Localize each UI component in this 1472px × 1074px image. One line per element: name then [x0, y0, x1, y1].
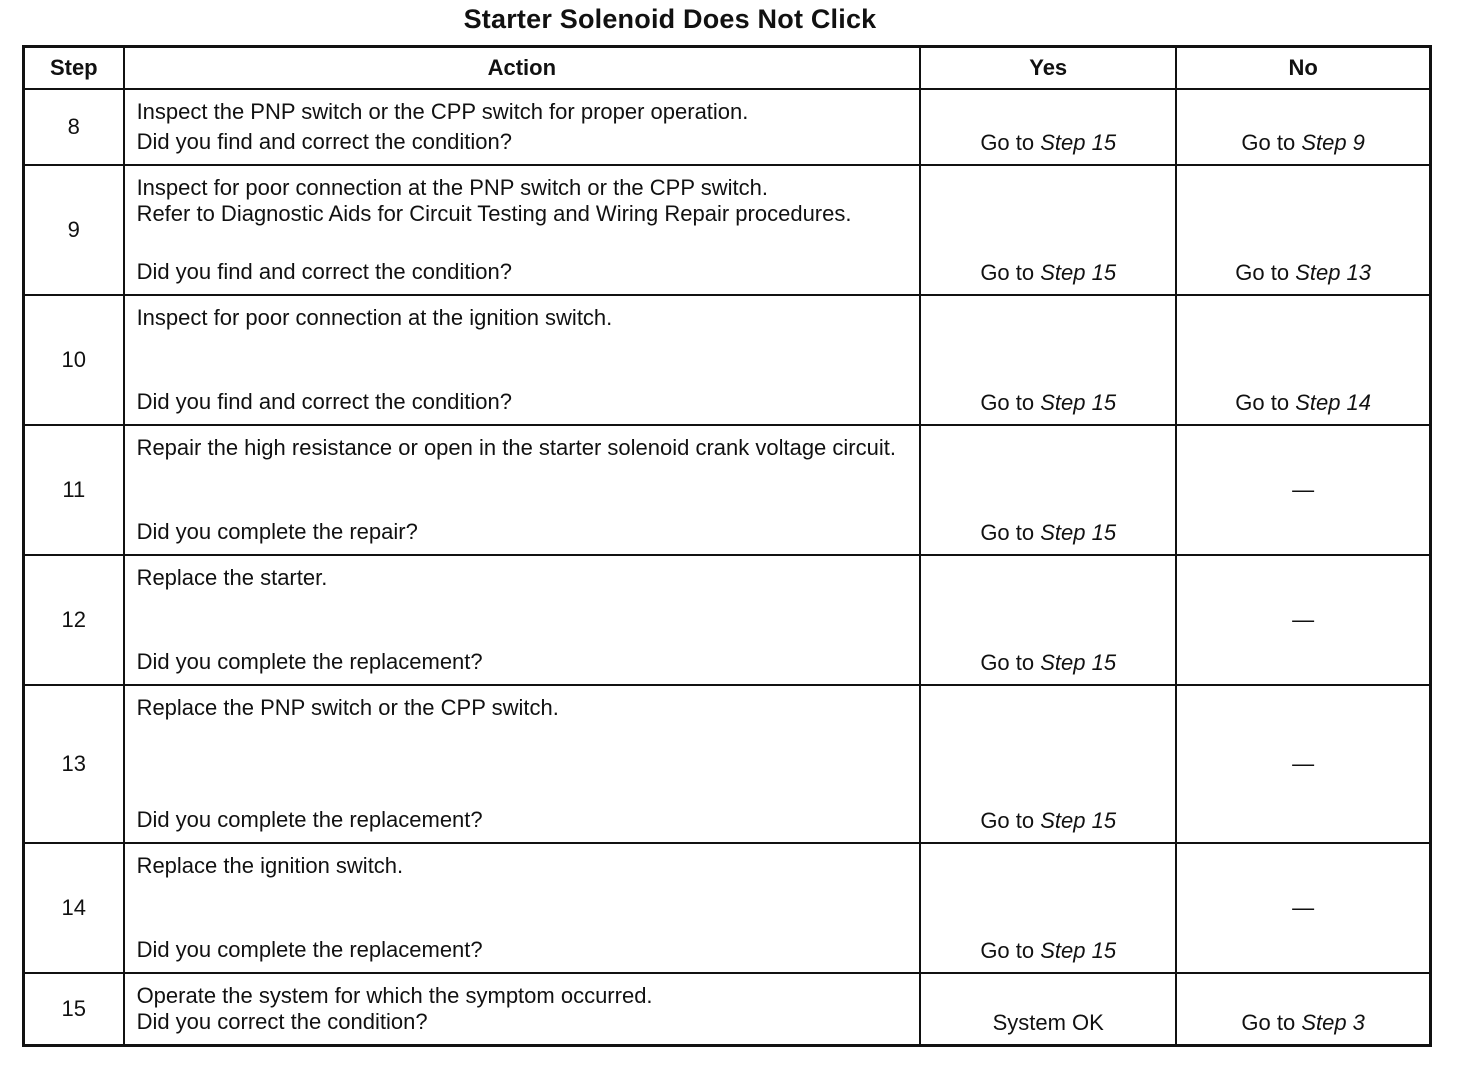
yes-cell — [920, 843, 1176, 973]
no-cell — [1176, 165, 1430, 295]
yes-cell — [920, 165, 1176, 295]
action-instruction: Inspect for poor connection at the ignition switch. — [136, 305, 613, 330]
step-number: 9 — [24, 165, 124, 295]
step-number: 8 — [24, 89, 124, 165]
step-number: 14 — [24, 843, 124, 973]
yes-cell — [920, 685, 1176, 843]
goto-step-link: Step 13 — [1295, 260, 1372, 285]
step-number: 11 — [24, 425, 124, 555]
goto-prefix: Go to — [1241, 1009, 1296, 1035]
yes-cell — [920, 295, 1176, 425]
table-row — [24, 973, 1431, 1045]
goto-step-link: Step 14 — [1295, 390, 1372, 415]
yes-cell — [920, 425, 1176, 555]
step-number: 12 — [24, 555, 124, 685]
action-question: Did you find and correct the condition? — [136, 389, 513, 414]
action-cell — [124, 425, 921, 555]
column-header-yes: Yes — [920, 47, 1176, 90]
action-instruction: Refer to Diagnostic Aids for Circuit Testing and Wiring Repair procedures. — [136, 201, 852, 226]
table-header-row — [24, 47, 1431, 90]
no-dash: — — [1292, 607, 1315, 632]
goto-step-link: Step 15 — [1040, 260, 1117, 285]
yes-cell — [920, 89, 1176, 165]
goto-prefix: Go to — [980, 260, 1035, 285]
step-number: 15 — [24, 973, 124, 1045]
column-header-no: No — [1176, 47, 1430, 90]
action-instruction: Operate the system for which the symptom occurred. — [136, 982, 653, 1008]
table-row — [24, 685, 1431, 843]
table-body — [24, 89, 1431, 1045]
table-row — [24, 555, 1431, 685]
goto-step-link: Step 15 — [1040, 130, 1117, 155]
column-header-action: Action — [124, 47, 921, 90]
goto-prefix: Go to — [980, 520, 1035, 545]
goto-step-link: Step 15 — [1040, 808, 1117, 833]
action-question: Did you complete the repair? — [136, 519, 418, 544]
action-instruction: Inspect for poor connection at the PNP switch or the CPP switch. — [136, 175, 768, 200]
action-instruction: Repair the high resistance or open in the starter solenoid crank voltage circuit. — [136, 435, 896, 460]
no-cell — [1176, 843, 1430, 973]
action-cell — [124, 685, 921, 843]
yes-result: System OK — [992, 1009, 1104, 1035]
action-question: Did you complete the replacement? — [136, 649, 483, 674]
table-row — [24, 89, 1431, 165]
table-row — [24, 295, 1431, 425]
action-instruction: Replace the PNP switch or the CPP switch. — [136, 695, 559, 720]
table-row — [24, 165, 1431, 295]
action-cell — [124, 973, 921, 1045]
action-question: Did you find and correct the condition? — [136, 129, 513, 154]
goto-step-link: Step 3 — [1301, 1009, 1365, 1035]
action-question: Did you complete the replacement? — [136, 937, 483, 962]
goto-step-link: Step 9 — [1301, 130, 1365, 155]
action-question: Did you find and correct the condition? — [136, 259, 513, 284]
action-question: Did you complete the replacement? — [136, 807, 483, 832]
page-title: Starter Solenoid Does Not Click — [463, 4, 877, 34]
no-cell — [1176, 295, 1430, 425]
goto-prefix: Go to — [1241, 130, 1296, 155]
goto-prefix: Go to — [980, 808, 1035, 833]
action-cell — [124, 165, 921, 295]
goto-step-link: Step 15 — [1040, 938, 1117, 963]
no-cell — [1176, 973, 1430, 1045]
table-row — [24, 425, 1431, 555]
goto-step-link: Step 15 — [1040, 650, 1117, 675]
no-dash: — — [1292, 895, 1315, 920]
goto-step-link: Step 15 — [1040, 390, 1117, 415]
no-cell — [1176, 685, 1430, 843]
no-cell — [1176, 555, 1430, 685]
goto-prefix: Go to — [980, 650, 1035, 675]
step-number: 10 — [24, 295, 124, 425]
goto-prefix: Go to — [980, 938, 1035, 963]
action-instruction: Replace the ignition switch. — [136, 853, 404, 878]
goto-prefix: Go to — [1235, 260, 1290, 285]
no-dash: — — [1292, 751, 1315, 776]
column-header-step: Step — [24, 47, 124, 90]
action-cell — [124, 295, 921, 425]
action-cell — [124, 555, 921, 685]
yes-cell — [920, 973, 1176, 1045]
goto-prefix: Go to — [1235, 390, 1290, 415]
no-cell — [1176, 89, 1430, 165]
diagnostic-table — [22, 45, 1432, 1047]
no-dash: — — [1292, 477, 1315, 502]
step-number: 13 — [24, 685, 124, 843]
goto-prefix: Go to — [980, 130, 1035, 155]
yes-cell — [920, 555, 1176, 685]
table-row — [24, 843, 1431, 973]
action-instruction: Replace the starter. — [136, 565, 328, 590]
action-cell — [124, 843, 921, 973]
goto-step-link: Step 15 — [1040, 520, 1117, 545]
goto-prefix: Go to — [980, 390, 1035, 415]
action-instruction: Inspect the PNP switch or the CPP switch for proper operation. — [136, 99, 749, 124]
action-question: Did you correct the condition? — [136, 1008, 428, 1034]
action-cell — [124, 89, 921, 165]
no-cell — [1176, 425, 1430, 555]
